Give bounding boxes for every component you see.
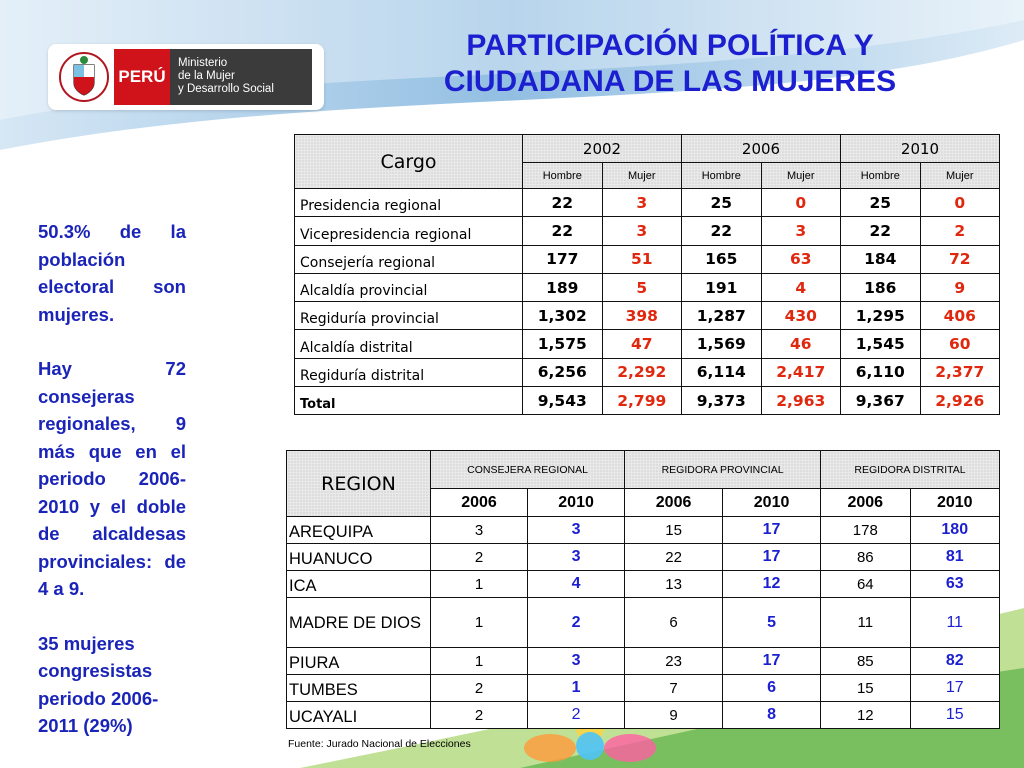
group-header: REGIDORA PROVINCIAL (625, 451, 821, 489)
region-header: REGION (287, 451, 431, 517)
table-row (295, 302, 1000, 330)
value-2010-cell: 17 (723, 648, 821, 675)
cargo-header: Cargo (295, 135, 523, 189)
ministry-name (170, 49, 312, 105)
table-row (295, 273, 1000, 301)
women-value-cell: 2,417 (761, 358, 841, 386)
value-2006-cell: 13 (625, 571, 723, 598)
value-2006-cell: 9 (625, 702, 723, 729)
value-2006-cell: 7 (625, 675, 723, 702)
women-value-cell: 3 (761, 217, 841, 245)
value-2010-cell: 3 (528, 517, 625, 544)
year-header: 2006 (682, 135, 841, 163)
ministry-line: Ministerio (178, 57, 228, 69)
region-cell: HUANUCO (287, 544, 431, 571)
men-value-cell: 184 (841, 245, 921, 273)
cargo-cell: Total (295, 387, 523, 415)
year-header: 2010 (841, 135, 1000, 163)
slide-title (400, 28, 940, 100)
men-value-cell: 9,367 (841, 387, 921, 415)
table-row (287, 598, 1000, 648)
sub-header-women: Mujer (761, 163, 841, 189)
men-value-cell: 186 (841, 273, 921, 301)
value-2010-cell: 3 (528, 648, 625, 675)
region-cell: ICA (287, 571, 431, 598)
value-2010-cell: 82 (910, 648, 999, 675)
note-councilors: Hay 72 consejeras regionales, 9 más que en el periodo 2006-2010 y el doble de alcaldesas provinciales: de 4 a 9. (38, 358, 186, 599)
women-value-cell: 5 (602, 273, 682, 301)
region-cell: AREQUIPA (287, 517, 431, 544)
sub-header-women: Mujer (920, 163, 1000, 189)
value-2010-cell: 8 (723, 702, 821, 729)
note-congress: 35 mujeres congresistas periodo 2006-2011 (29%) (38, 632, 159, 736)
group-header: REGIDORA DISTRITAL (821, 451, 1000, 489)
value-2006-cell: 2 (431, 544, 528, 571)
value-2006-cell: 86 (821, 544, 910, 571)
value-2006-cell: 23 (625, 648, 723, 675)
table-row (287, 702, 1000, 729)
value-2006-cell: 1 (431, 648, 528, 675)
men-value-cell: 6,110 (841, 358, 921, 386)
sub-header-men: Hombre (682, 163, 762, 189)
value-2010-cell: 17 (723, 517, 821, 544)
year-header: 2002 (523, 135, 682, 163)
women-value-cell: 0 (761, 189, 841, 217)
value-2010-cell: 12 (723, 571, 821, 598)
cargo-cell: Regiduría provincial (295, 302, 523, 330)
title-line-2: CIUDADANA DE LAS MUJERES (443, 65, 897, 98)
women-value-cell: 2 (920, 217, 1000, 245)
value-2010-cell: 17 (723, 544, 821, 571)
region-cell: PIURA (287, 648, 431, 675)
region-cell: MADRE DE DIOS (287, 598, 431, 648)
value-2010-cell: 3 (528, 544, 625, 571)
women-value-cell: 72 (920, 245, 1000, 273)
men-value-cell: 22 (523, 189, 603, 217)
value-2010-cell: 63 (910, 571, 999, 598)
ministry-logo (48, 44, 324, 110)
cargo-cell: Regiduría distrital (295, 358, 523, 386)
peru-label: PERÚ (114, 49, 170, 105)
men-value-cell: 22 (682, 217, 762, 245)
value-2006-cell: 22 (625, 544, 723, 571)
region-cell: TUMBES (287, 675, 431, 702)
women-value-cell: 9 (920, 273, 1000, 301)
men-value-cell: 6,114 (682, 358, 762, 386)
year-header: 2010 (910, 489, 999, 517)
value-2006-cell: 2 (431, 702, 528, 729)
women-value-cell: 3 (602, 189, 682, 217)
men-value-cell: 1,575 (523, 330, 603, 358)
table-row (295, 217, 1000, 245)
table-row (287, 544, 1000, 571)
side-notes (38, 218, 186, 767)
year-header: 2006 (431, 489, 528, 517)
value-2010-cell: 11 (910, 598, 999, 648)
women-value-cell: 2,292 (602, 358, 682, 386)
year-header: 2006 (821, 489, 910, 517)
sub-header-men: Hombre (523, 163, 603, 189)
women-value-cell: 2,926 (920, 387, 1000, 415)
women-value-cell: 2,377 (920, 358, 1000, 386)
men-value-cell: 22 (523, 217, 603, 245)
men-value-cell: 9,543 (523, 387, 603, 415)
women-value-cell: 0 (920, 189, 1000, 217)
men-value-cell: 1,287 (682, 302, 762, 330)
source-note: Fuente: Jurado Nacional de Elecciones (288, 738, 471, 750)
note-population: 50.3% de la población electoral son mujeres. (38, 221, 186, 325)
men-value-cell: 6,256 (523, 358, 603, 386)
value-2010-cell: 4 (528, 571, 625, 598)
value-2006-cell: 12 (821, 702, 910, 729)
women-value-cell: 3 (602, 217, 682, 245)
cargo-cell: Alcaldía provincial (295, 273, 523, 301)
men-value-cell: 1,545 (841, 330, 921, 358)
table-row (287, 517, 1000, 544)
value-2010-cell: 5 (723, 598, 821, 648)
women-value-cell: 406 (920, 302, 1000, 330)
women-value-cell: 2,963 (761, 387, 841, 415)
cargo-cell: Presidencia regional (295, 189, 523, 217)
title-line-1: PARTICIPACIÓN POLÍTICA Y (466, 29, 874, 62)
men-value-cell: 1,302 (523, 302, 603, 330)
year-header: 2006 (625, 489, 723, 517)
value-2010-cell: 1 (528, 675, 625, 702)
value-2010-cell: 2 (528, 702, 625, 729)
men-value-cell: 25 (841, 189, 921, 217)
value-2006-cell: 1 (431, 571, 528, 598)
table-row (287, 648, 1000, 675)
table-row (287, 675, 1000, 702)
value-2006-cell: 64 (821, 571, 910, 598)
women-value-cell: 398 (602, 302, 682, 330)
table-row (295, 387, 1000, 415)
group-header: CONSEJERA REGIONAL (431, 451, 625, 489)
women-value-cell: 2,799 (602, 387, 682, 415)
ministry-line: y Desarrollo Social (178, 83, 274, 95)
value-2010-cell: 81 (910, 544, 999, 571)
men-value-cell: 25 (682, 189, 762, 217)
sub-header-women: Mujer (602, 163, 682, 189)
value-2010-cell: 180 (910, 517, 999, 544)
value-2006-cell: 6 (625, 598, 723, 648)
women-value-cell: 47 (602, 330, 682, 358)
value-2006-cell: 178 (821, 517, 910, 544)
value-2006-cell: 3 (431, 517, 528, 544)
value-2010-cell: 6 (723, 675, 821, 702)
men-value-cell: 1,295 (841, 302, 921, 330)
cargo-cell: Alcaldía distrital (295, 330, 523, 358)
table-row (295, 358, 1000, 386)
women-value-cell: 60 (920, 330, 1000, 358)
value-2010-cell: 17 (910, 675, 999, 702)
table-row (295, 189, 1000, 217)
women-value-cell: 63 (761, 245, 841, 273)
table-row (287, 571, 1000, 598)
value-2006-cell: 2 (431, 675, 528, 702)
ministry-line: de la Mujer (178, 70, 235, 82)
value-2006-cell: 15 (625, 517, 723, 544)
cargo-cell: Consejería regional (295, 245, 523, 273)
value-2010-cell: 2 (528, 598, 625, 648)
value-2006-cell: 1 (431, 598, 528, 648)
regions-table (286, 450, 1000, 729)
coat-of-arms-icon (58, 49, 110, 105)
women-value-cell: 46 (761, 330, 841, 358)
year-header: 2010 (528, 489, 625, 517)
men-value-cell: 22 (841, 217, 921, 245)
table-row (295, 330, 1000, 358)
positions-table (294, 134, 1000, 415)
sub-header-men: Hombre (841, 163, 921, 189)
year-header: 2010 (723, 489, 821, 517)
men-value-cell: 189 (523, 273, 603, 301)
women-value-cell: 430 (761, 302, 841, 330)
men-value-cell: 9,373 (682, 387, 762, 415)
value-2006-cell: 11 (821, 598, 910, 648)
value-2010-cell: 15 (910, 702, 999, 729)
men-value-cell: 191 (682, 273, 762, 301)
men-value-cell: 177 (523, 245, 603, 273)
table-row (295, 245, 1000, 273)
value-2006-cell: 85 (821, 648, 910, 675)
men-value-cell: 165 (682, 245, 762, 273)
region-cell: UCAYALI (287, 702, 431, 729)
women-value-cell: 51 (602, 245, 682, 273)
women-value-cell: 4 (761, 273, 841, 301)
cargo-cell: Vicepresidencia regional (295, 217, 523, 245)
value-2006-cell: 15 (821, 675, 910, 702)
men-value-cell: 1,569 (682, 330, 762, 358)
